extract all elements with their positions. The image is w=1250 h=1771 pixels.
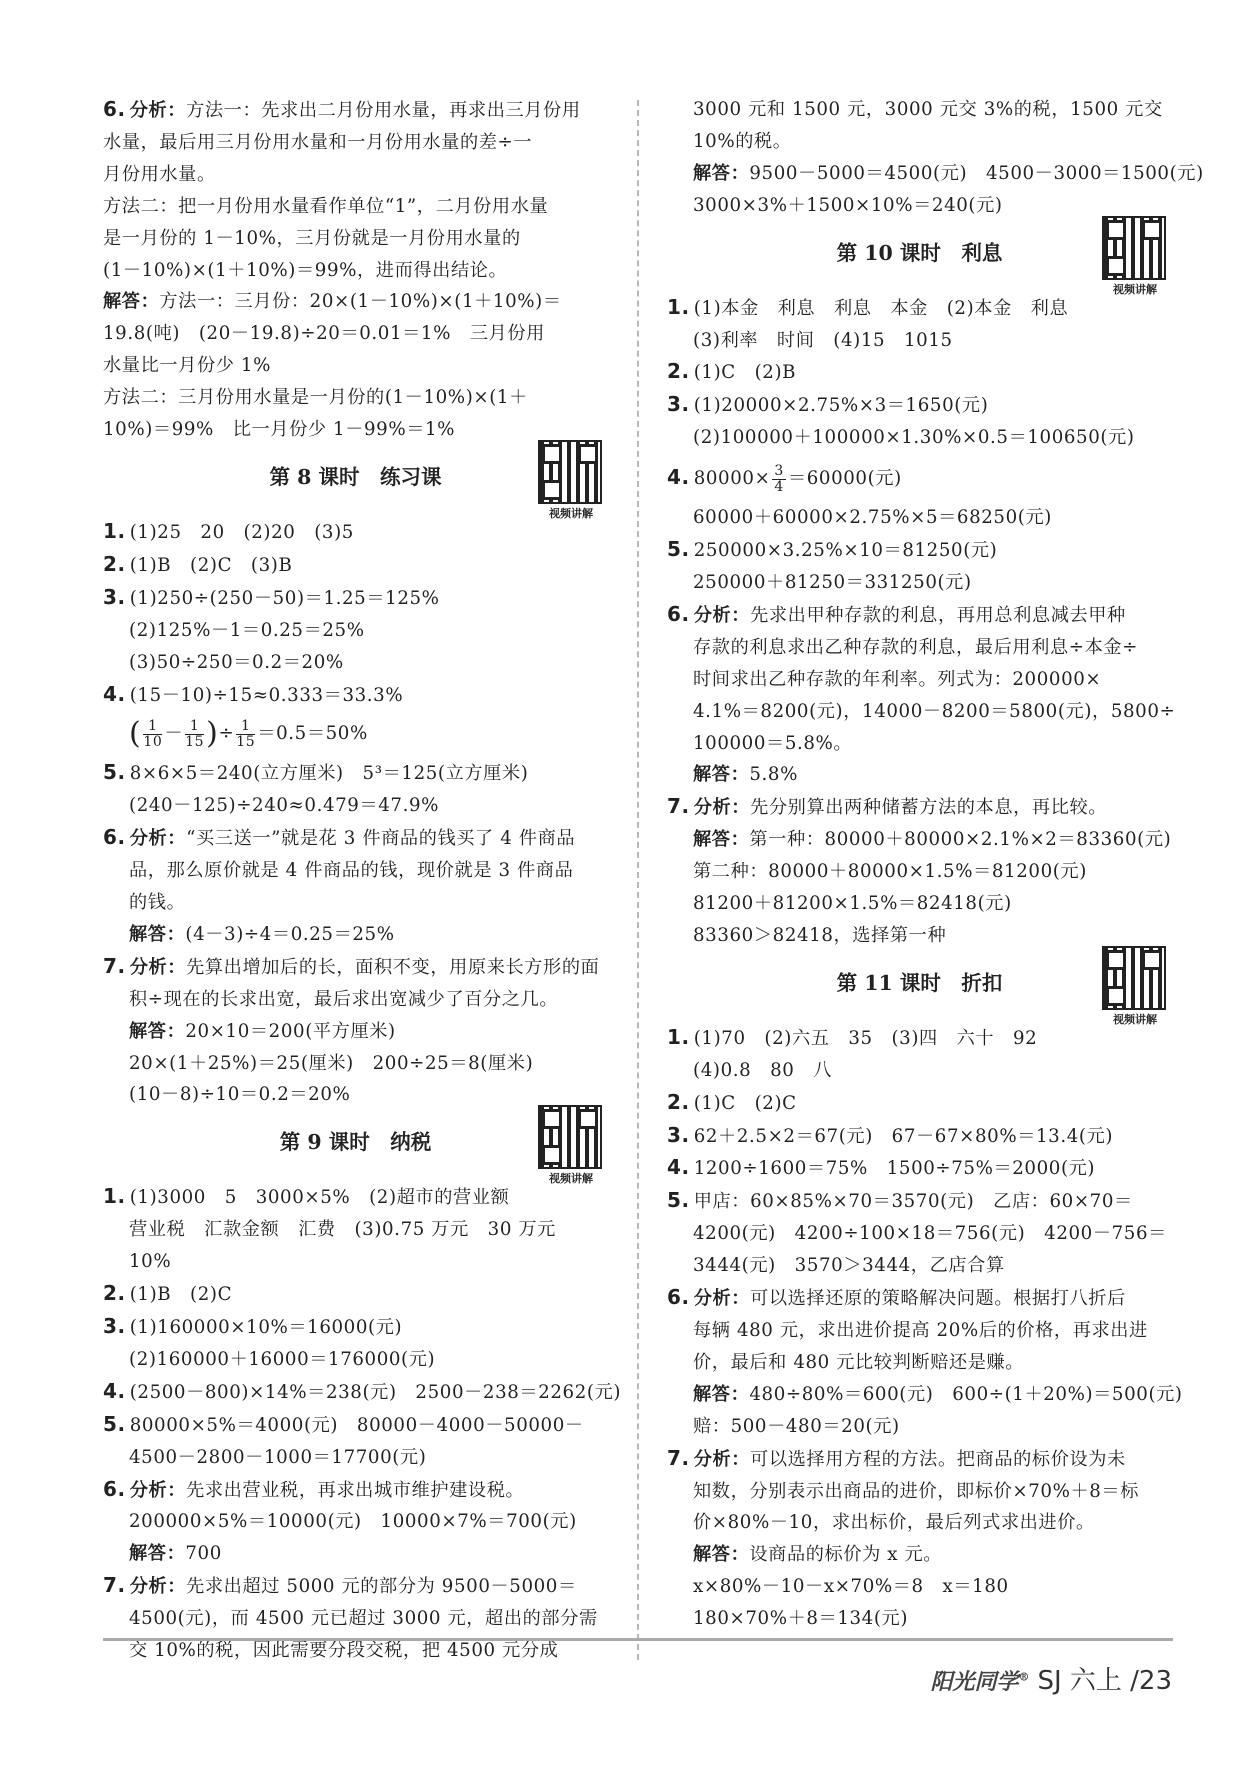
s8-q6-line: 品，那么原价就是 4 件商品的钱，现价就是 3 件商品 xyxy=(129,860,574,882)
section-title: 第 10 课时 利息 xyxy=(836,240,1003,265)
section-header-8 xyxy=(103,454,608,520)
s8-q3: 3. (1)250÷(250－50)＝1.25＝125% xyxy=(103,584,440,609)
s11-q6-line: 每辆 480 元，求出进价提高 20%后的价格，再求出进 xyxy=(693,1320,1148,1341)
section-header-9 xyxy=(103,1119,608,1186)
q6-line: 水量比一月份少 1% xyxy=(103,355,271,377)
s11-q5: 5. 甲店：60×85%×70＝3570(元) 乙店：60×70＝ xyxy=(667,1188,1133,1213)
qr-code-icon[interactable] xyxy=(538,1105,604,1186)
s9-q4: 4. (2500－800)×14%＝238(元) 2500－238＝2262(元) xyxy=(103,1378,622,1403)
right-column xyxy=(667,94,1204,1635)
q6-line: 方法二：三月份用水量是一月份的(1－10%)×(1＋ xyxy=(103,387,528,409)
s10-q3: 3. (1)20000×2.75%×3＝1650(元) xyxy=(667,392,989,417)
s11-q7-line: x×80%－10－x×70%＝8 x＝180 xyxy=(693,1576,1009,1598)
qr-caption: 视频讲解 xyxy=(549,1172,593,1186)
qr-caption: 视频讲解 xyxy=(1113,1012,1157,1026)
s8-q3-line: (2)125%－1＝0.25＝25% xyxy=(129,619,365,641)
s10-q4-line: 60000＋60000×2.75%×5＝68250(元) xyxy=(693,507,1052,529)
s11-q5-line: 4200(元) 4200÷100×18＝756(元) 4200－756＝ xyxy=(693,1223,1167,1245)
qr-caption: 视频讲解 xyxy=(549,506,593,520)
s9-q1-line: 营业税 汇款金额 汇费 (3)0.75 万元 30 万元 xyxy=(129,1219,556,1241)
s8-q1: 1. (1)25 20 (2)20 (3)5 xyxy=(103,518,354,543)
brand-logo: 阳光同学® xyxy=(930,1669,1030,1695)
s8-q6-line: 的钱。 xyxy=(129,892,186,914)
s9-q6: 6. 分析：先求出营业税，再求出城市维护建设税。 xyxy=(103,1476,525,1501)
q6-line: (1－10%)×(1＋10%)＝99%，进而得出结论。 xyxy=(103,259,508,281)
s10-q3-line: (2)100000＋100000×1.30%×0.5＝100650(元) xyxy=(693,427,1135,449)
s9-q2: 2. (1)B (2)C xyxy=(103,1281,233,1306)
s10-q7-line: 83360＞82418，选择第一种 xyxy=(693,924,947,946)
s10-q7-line: 第二种：80000＋80000×1.5%＝81200(元) xyxy=(693,861,1087,883)
s8-q5-line: (240－125)÷240≈0.479＝47.9% xyxy=(129,795,440,817)
page-footer xyxy=(930,1660,1172,1697)
s11-q1: 1. (1)70 (2)六五 35 (3)四 六十 92 xyxy=(667,1024,1038,1049)
s11-q2: 2. (1)C (2)C xyxy=(667,1089,797,1114)
s10-q2: 2. (1)C (2)B xyxy=(667,359,797,384)
s8-q7: 7. 分析：先算出增加后的长，面积不变，用原来长方形的面 xyxy=(103,953,600,978)
s10-q7-answer: 解答：第一种：80000＋80000×2.1%×2＝83360(元) xyxy=(693,829,1172,851)
qr-code-icon[interactable] xyxy=(538,440,604,521)
qr-caption: 视频讲解 xyxy=(1113,282,1157,296)
s8-q6-answer: 解答：(4－3)÷4＝0.25＝25% xyxy=(129,923,395,945)
section-title: 第 9 课时 纳税 xyxy=(279,1130,432,1155)
page-number: SJ 六上 /23 xyxy=(1037,1666,1172,1696)
s10-q5: 5. 250000×3.25%×10＝81250(元) xyxy=(667,537,998,562)
s9-q1: 1. (1)3000 5 3000×5% (2)超市的营业额 xyxy=(103,1184,510,1209)
s9-q6-answer: 解答：700 xyxy=(129,1543,222,1565)
s8-q5: 5. 8×6×5＝240(立方厘米) 5³＝125(立方厘米) xyxy=(103,760,529,785)
s8-q4: 4. (15－10)÷15≈0.333＝33.3% xyxy=(103,681,404,706)
q6-line: 月份用水量。 xyxy=(103,163,216,185)
q6-line: 10%)＝99% 比一月份少 1－99%＝1% xyxy=(103,419,456,441)
s9-q3: 3. (1)160000×10%＝16000(元) xyxy=(103,1314,403,1338)
s8-q2: 2. (1)B (2)C (3)B xyxy=(103,551,293,576)
s11-q3: 3. 62＋2.5×2＝67(元) 67－67×80%＝13.4(元) xyxy=(667,1122,1114,1147)
s8-q4-fraction-line: ( $\frac{1}{10}$ － $\frac{1}{15}$ )÷ $\frac{1}{15}$ ＝0.5＝50% xyxy=(129,716,368,752)
s11-q6-answer: 解答：480÷80%＝600(元) 600÷(1＋20%)＝500(元) xyxy=(693,1383,1183,1405)
s11-q4: 4. 1200÷1600＝75% 1500÷75%＝2000(元) xyxy=(667,1155,1096,1180)
s9-q5: 5. 80000×5%＝4000(元) 80000－4000－50000－ xyxy=(103,1411,584,1436)
s8-q3-line: (3)50÷250＝0.2＝20% xyxy=(129,651,344,673)
s10-q6-line: 100000＝5.8%。 xyxy=(693,732,853,754)
section-header-11 xyxy=(667,960,1172,1026)
s11-q7: 7. 分析：可以选择用方程的方法。把商品的标价设为未 xyxy=(667,1445,1126,1470)
q6-line: 19.8(吨) (20－19.8)÷20＝0.01＝1% 三月份用 xyxy=(103,323,545,345)
section-title: 第 8 课时 练习课 xyxy=(269,464,442,489)
s11-q7-line: 价×80%－10，求出标价，最后列式求出进价。 xyxy=(693,1512,1095,1534)
left-column xyxy=(103,94,622,1667)
s9-q7-cont: 3000 元和 1500 元，3000 元交 3%的税，1500 元交 xyxy=(693,99,1163,120)
s11-q6: 6. 分析：可以选择还原的策略解决问题。根据打八折后 xyxy=(667,1285,1126,1310)
s10-q6-line: 4.1%＝8200(元)，14000－8200＝5800(元)，5800÷ xyxy=(693,700,1176,722)
qr-code-icon[interactable] xyxy=(1102,946,1168,1027)
column-divider xyxy=(637,100,639,1660)
qr-code-icon[interactable] xyxy=(1102,216,1168,297)
s8-q7-line: 积÷现在的长求出宽，最后求出宽减少了百分之几。 xyxy=(129,988,559,1010)
s10-q4: 4. 80000× $\frac{3}{4}$ ＝60000(元) xyxy=(667,462,902,495)
section-header-10 xyxy=(667,230,1172,296)
s11-q6-line: 赔：500－480＝20(元) xyxy=(693,1415,900,1437)
s10-q6-answer: 解答：5.8% xyxy=(693,764,798,786)
section-title: 第 11 课时 折扣 xyxy=(836,970,1003,995)
s9-q7-answer: 解答：9500－5000＝4500(元) 4500－3000＝1500(元) xyxy=(693,162,1204,184)
s9-q7-line: 交 10%的税，因此需要分段交税，把 4500 元分成 xyxy=(129,1640,559,1662)
s10-q7: 7. 分析：先分别算出两种储蓄方法的本息，再比较。 xyxy=(667,794,1108,819)
s8-q7-line: (10－8)÷10＝0.2＝20% xyxy=(129,1084,351,1106)
s8-q7-answer: 解答：20×10＝200(平方厘米) xyxy=(129,1020,396,1042)
footer-rule xyxy=(103,1638,1173,1641)
s9-q1-line: 10% xyxy=(129,1251,172,1273)
s9-q6-line: 200000×5%＝10000(元) 10000×7%＝700(元) xyxy=(129,1511,577,1533)
s9-q5-line: 4500－2800－1000＝17700(元) xyxy=(129,1446,427,1468)
s10-q7-line: 81200＋81200×1.5%＝82418(元) xyxy=(693,893,1012,915)
q6-line: 水量，最后用三月份用水量和一月份用水量的差÷一 xyxy=(103,131,533,153)
s11-q7-answer: 解答：设商品的标价为 x 元。 xyxy=(693,1544,943,1566)
s9-q7-line: 3000×3%＋1500×10%＝240(元) xyxy=(693,194,1003,216)
s8-q6: 6. 分析：“买三送一”就是花 3 件商品的钱买了 4 件商品 xyxy=(103,825,576,850)
s10-q6-line: 时间求出乙种存款的年利率。列式为：200000× xyxy=(693,668,1102,690)
q6-answer-line: 解答：方法一：三月份：20×(1－10%)×(1＋10%)＝ xyxy=(103,291,562,313)
q6-line: 6. 分析：方法一：先求出二月份用水量，再求出三月份用 xyxy=(103,97,581,121)
s11-q7-line: 知数，分别表示出商品的进价，即标价×70%＋8＝标 xyxy=(693,1480,1139,1502)
s9-q3-line: (2)160000＋16000＝176000(元) xyxy=(129,1348,436,1370)
s10-q6: 6. 分析：先求出甲种存款的利息，再用总利息减去甲种 xyxy=(667,601,1126,626)
q6-line: 是一月份的 1－10%，三月份就是一月份用水量的 xyxy=(103,227,521,249)
s8-q7-line: 20×(1＋25%)＝25(厘米) 200÷25＝8(厘米) xyxy=(129,1052,534,1074)
s10-q1: 1. (1)本金 利息 利息 本金 (2)本金 利息 xyxy=(667,294,1069,319)
s11-q7-line: 180×70%＋8＝134(元) xyxy=(693,1608,909,1630)
q6-line: 方法二：把一月份用水量看作单位“1”，二月份用水量 xyxy=(103,195,549,217)
s11-q1-line: (4)0.8 80 八 xyxy=(693,1059,832,1081)
s10-q5-line: 250000＋81250＝331250(元) xyxy=(693,571,972,593)
s11-q6-line: 价，最后和 480 元比较判断赔还是赚。 xyxy=(693,1351,1025,1373)
s10-q1-line: (3)利率 时间 (4)15 1015 xyxy=(693,329,953,351)
s9-q7: 7. 分析：先求出超过 5000 元的部分为 9500－5000＝ xyxy=(103,1573,577,1598)
s9-q7-cont: 10%的税。 xyxy=(693,130,792,152)
s11-q5-line: 3444(元) 3570＞3444，乙店合算 xyxy=(693,1255,1005,1277)
s10-q6-line: 存款的利息求出乙种存款的利息，最后用利息÷本金÷ xyxy=(693,636,1139,658)
s9-q7-line: 4500(元)，而 4500 元已超过 3000 元，超出的部分需 xyxy=(129,1608,598,1630)
